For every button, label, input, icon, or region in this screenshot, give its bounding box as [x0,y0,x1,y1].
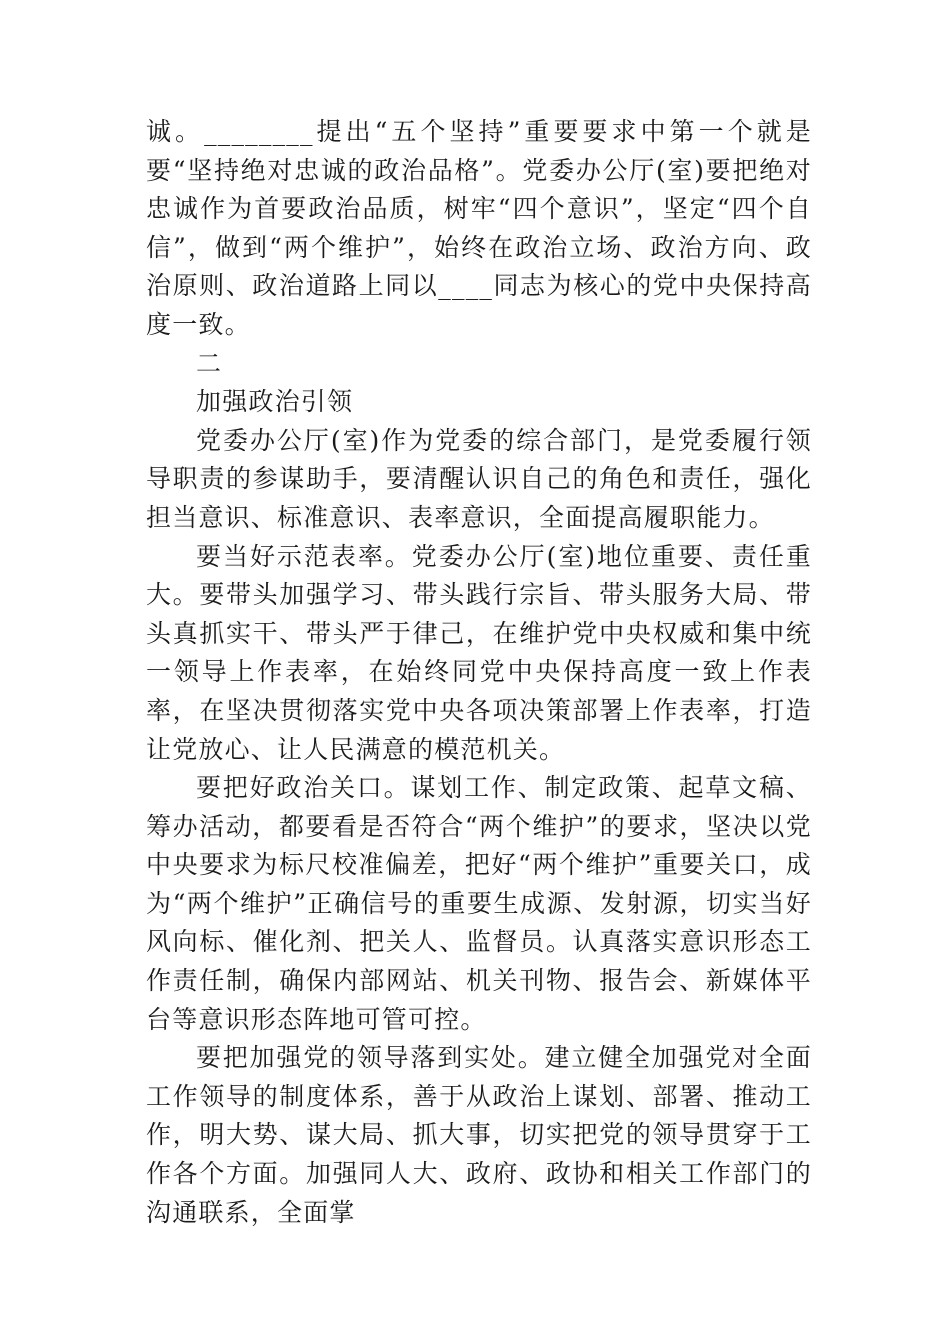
paragraph: 党委办公厅(室)作为党委的综合部门，是党委履行领导职责的参谋助手，要清醒认识自己的角色和责任，强化担当意识、标准意识、表率意识，全面提高履职能力。 [146,425,812,532]
document-page [146,113,812,1232]
section-number: 二 [196,348,223,378]
paragraph: 要把加强党的领导落到实处。建立健全加强党对全面工作领导的制度体系，善于从政治上谋划、部署、推动工作，明大势、谋大局、抓大事，切实把党的领导贯穿于工作各个方面。加强同人大、政府、政协和相关工作部门的沟通联系，全面掌 [146,1043,812,1227]
section-title: 加强政治引领 [196,387,354,417]
paragraph: 要当好示范表率。党委办公厅(室)地位重要、责任重大。要带头加强学习、带头践行宗旨、带头服务大局、带头真抓实干、带头严于律己，在维护党中央权威和集中统一领导上作表率，在始终同党中央保持高度一致上作表率，在坚决贯彻落实党中央各项决策部署上作表率，打造让党放心、让人民满意的模范机关。 [146,541,812,764]
paragraph-continuation: 诚。________提出“五个坚持”重要要求中第一个就是要“坚持绝对忠诚的政治品格”。党委办公厅(室)要把绝对忠诚作为首要政治品质，树牢“四个意识”，坚定“四个自信”，做到“两个维护”，始终在政治立场、政治方向、政治原则、政治道路上同以____同志为核心的党中央保持高度一致。 [146,117,812,339]
paragraph: 要把好政治关口。谋划工作、制定政策、起草文稿、筹办活动，都要看是否符合“两个维护”的要求，坚决以党中央要求为标尺校准偏差，把好“两个维护”重要关口，成为“两个维护”正确信号的重要生成源、发射源，切实当好风向标、催化剂、把关人、监督员。认真落实意识形态工作责任制，确保内部网站、机关刊物、报告会、新媒体平台等意识形态阵地可管可控。 [146,773,812,1034]
